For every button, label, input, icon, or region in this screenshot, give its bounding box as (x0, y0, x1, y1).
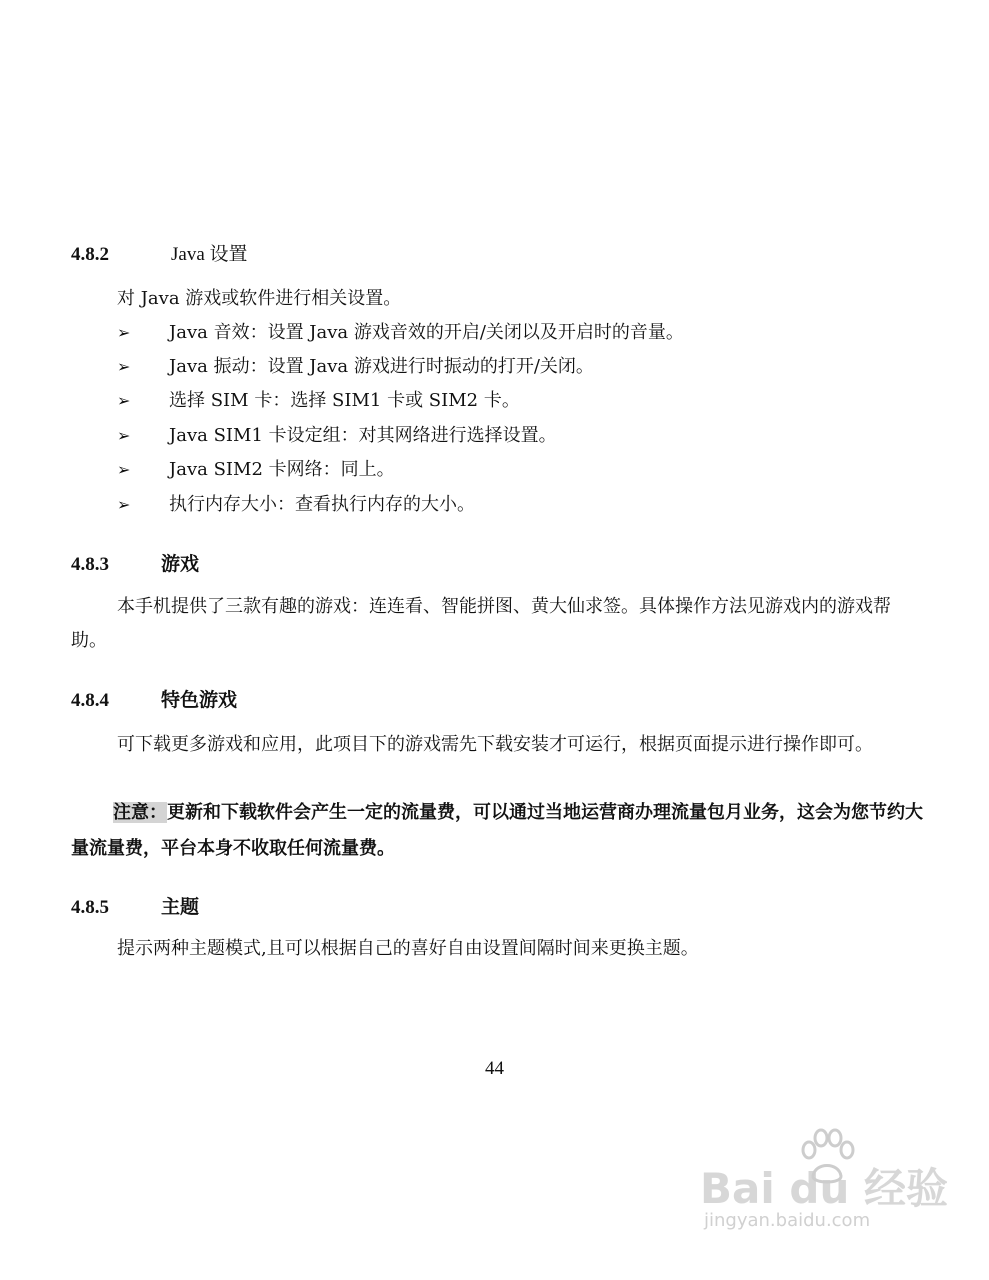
section-title: 游戏 (161, 554, 200, 575)
arrow-bullet-icon: ➢ (117, 357, 131, 376)
watermark-brand: Bai du 经验 (700, 1164, 948, 1213)
note-label: 注意： (113, 802, 167, 823)
list-item-text: Java SIM1 卡设定组：对其网络进行选择设置。 (169, 425, 557, 446)
section-number: 4.8.2 (71, 244, 109, 265)
section-number: 4.8.5 (71, 897, 109, 918)
arrow-bullet-icon: ➢ (117, 426, 131, 445)
list-item (117, 384, 520, 418)
list-item (117, 316, 684, 350)
section-heading-games (71, 550, 199, 580)
section-number: 4.8.3 (71, 554, 109, 575)
java-intro: 对 Java 游戏或软件进行相关设置。 (117, 288, 402, 309)
section-title: 主题 (161, 897, 200, 918)
section-heading-theme (71, 893, 199, 923)
list-item-text: Java 音效：设置 Java 游戏音效的开启/关闭以及开启时的音量。 (169, 322, 684, 343)
featured-body: 可下载更多游戏和应用，此项目下的游戏需先下载安装才可运行，根据页面提示进行操作即可。 (117, 734, 873, 755)
section-number: 4.8.4 (71, 690, 109, 711)
list-item-text: 选择 SIM 卡：选择 SIM1 卡或 SIM2 卡。 (169, 390, 520, 411)
list-item (117, 488, 475, 522)
featured-note (71, 795, 923, 867)
arrow-bullet-icon: ➢ (117, 460, 131, 479)
list-item (117, 453, 395, 487)
section-title: Java 设置 (171, 244, 248, 265)
page-number: 44 (485, 1058, 504, 1079)
theme-body: 提示两种主题模式,且可以根据自己的喜好自由设置间隔时间来更换主题。 (117, 938, 699, 959)
section-heading-featured (71, 686, 237, 716)
section-title: 特色游戏 (161, 690, 238, 711)
arrow-bullet-icon: ➢ (117, 495, 131, 514)
games-body: 本手机提供了三款有趣的游戏：连连看、智能拼图、黄大仙求签。具体操作方法见游戏内的游戏帮助。 (71, 596, 891, 651)
list-item (117, 350, 594, 384)
watermark-url: jingyan.baidu.com (704, 1210, 871, 1231)
list-item-text: 执行内存大小：查看执行内存的大小。 (169, 494, 475, 515)
list-item-text: Java 振动：设置 Java 游戏进行时振动的打开/关闭。 (169, 356, 594, 377)
watermark (700, 1128, 948, 1238)
arrow-bullet-icon: ➢ (117, 323, 131, 342)
list-item (117, 419, 557, 453)
arrow-bullet-icon: ➢ (117, 391, 131, 410)
list-item-text: Java SIM2 卡网络：同上。 (169, 459, 395, 480)
section-heading-java (71, 240, 248, 270)
note-text: 更新和下载软件会产生一定的流量费，可以通过当地运营商办理流量包月业务，这会为您节约大量流量费，平台本身不收取任何流量费。 (71, 802, 923, 859)
